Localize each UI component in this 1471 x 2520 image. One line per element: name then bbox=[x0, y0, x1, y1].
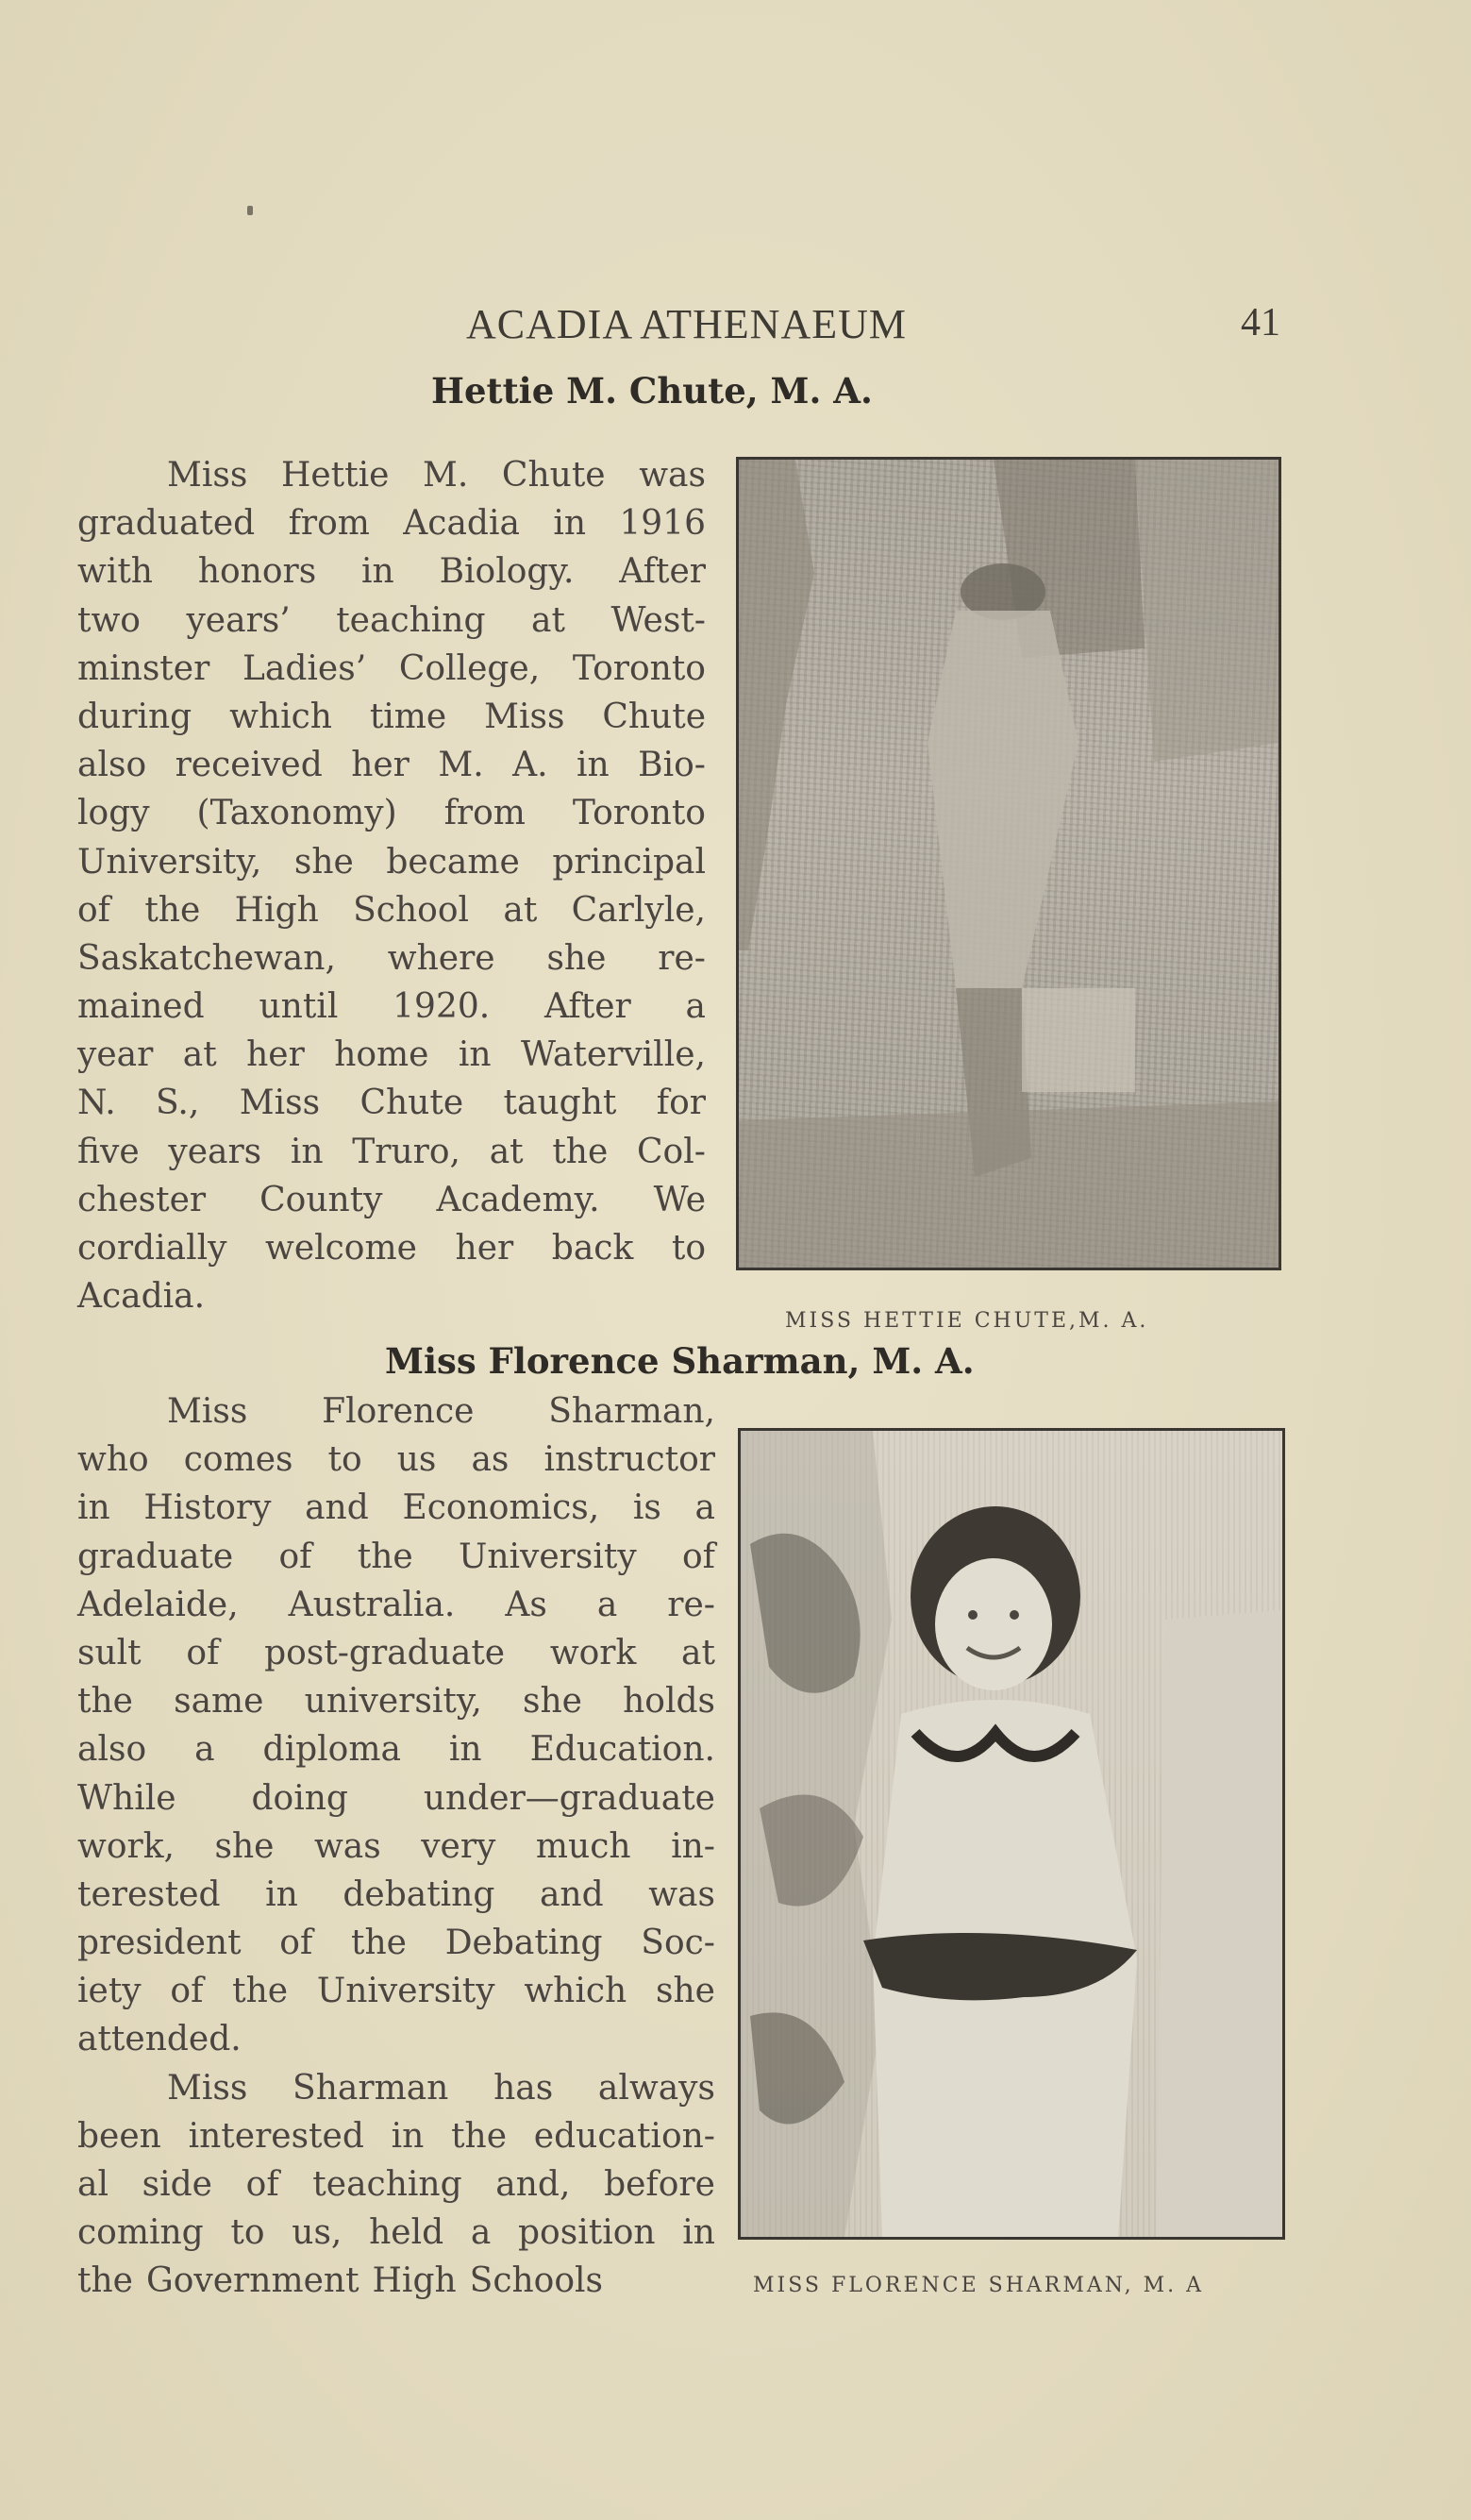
photo-hettie-chute bbox=[736, 457, 1281, 1270]
text-line: chester County Academy. We bbox=[77, 1180, 706, 1219]
body-text-sharman bbox=[77, 1387, 715, 2306]
text-line: N. S., Miss Chute taught for bbox=[77, 1084, 706, 1123]
portrait-figure-sharman bbox=[741, 1431, 1282, 2237]
text-line: mained until 1920. After a bbox=[77, 987, 706, 1027]
text-line: al side of teaching and, before bbox=[77, 2165, 715, 2204]
body-text-chute bbox=[77, 451, 706, 1320]
text-line: Adelaide, Australia. As a re- bbox=[77, 1585, 715, 1624]
text-line: logy (Taxonomy) from Toronto bbox=[77, 794, 706, 833]
text-line: iety of the University which she bbox=[77, 1972, 715, 2011]
ink-speck bbox=[247, 206, 253, 215]
text-line: also received her M. A. in Bio- bbox=[77, 746, 706, 785]
portrait-figure-chute bbox=[739, 460, 1279, 1268]
text-line: president of the Debating Soc- bbox=[77, 1924, 715, 1963]
text-line: been interested in the education- bbox=[77, 2116, 715, 2156]
text-line: cordially welcome her back to bbox=[77, 1229, 706, 1268]
text-line: Miss Sharman has always bbox=[167, 2068, 715, 2108]
text-line: terested in debating and was bbox=[77, 1874, 715, 1914]
text-line: also a diploma in Education. bbox=[77, 1730, 715, 1770]
text-line: Miss Hettie M. Chute was bbox=[167, 456, 706, 495]
section-heading-chute: Hettie M. Chute, M. A. bbox=[431, 370, 873, 412]
text-line: Miss Florence Sharman, bbox=[167, 1392, 715, 1431]
text-line: two years’ teaching at West- bbox=[77, 600, 706, 640]
photo-caption-chute: MISS HETTIE CHUTE,M. A. bbox=[785, 1309, 1149, 1333]
text-line: While doing under—graduate bbox=[77, 1778, 715, 1818]
text-line: with honors in Biology. After bbox=[77, 552, 706, 592]
page-number: 41 bbox=[1241, 301, 1280, 344]
text-line: who comes to us as instructor bbox=[77, 1440, 715, 1480]
text-line: minster Ladies’ College, Toronto bbox=[77, 648, 706, 688]
text-line: five years in Truro, at the Col- bbox=[77, 1132, 706, 1171]
text-line: University, she became principal bbox=[77, 842, 706, 882]
photo-florence-sharman bbox=[738, 1428, 1285, 2240]
section-heading-sharman: Miss Florence Sharman, M. A. bbox=[385, 1340, 975, 1382]
text-line: Acadia. bbox=[77, 1277, 206, 1317]
text-line: Saskatchewan, where she re- bbox=[77, 938, 706, 978]
text-line: attended. bbox=[77, 2020, 242, 2059]
text-line: year at her home in Waterville, bbox=[77, 1035, 706, 1075]
text-line: work, she was very much in- bbox=[77, 1826, 715, 1866]
photo-caption-sharman: MISS FLORENCE SHARMAN, M. A bbox=[753, 2274, 1204, 2297]
text-line: coming to us, held a position in bbox=[77, 2213, 715, 2253]
text-line: the same university, she holds bbox=[77, 1682, 715, 1722]
text-line: during which time Miss Chute bbox=[77, 697, 706, 736]
text-line: of the High School at Carlyle, bbox=[77, 890, 706, 930]
text-line: the Government High Schools bbox=[77, 2261, 604, 2301]
text-line: graduated from Acadia in 1916 bbox=[77, 504, 706, 544]
text-line: graduate of the University of bbox=[77, 1537, 715, 1576]
running-title: ACADIA ATHENAEUM bbox=[466, 301, 907, 347]
text-line: sult of post-graduate work at bbox=[77, 1633, 715, 1672]
text-line: in History and Economics, is a bbox=[77, 1488, 715, 1528]
